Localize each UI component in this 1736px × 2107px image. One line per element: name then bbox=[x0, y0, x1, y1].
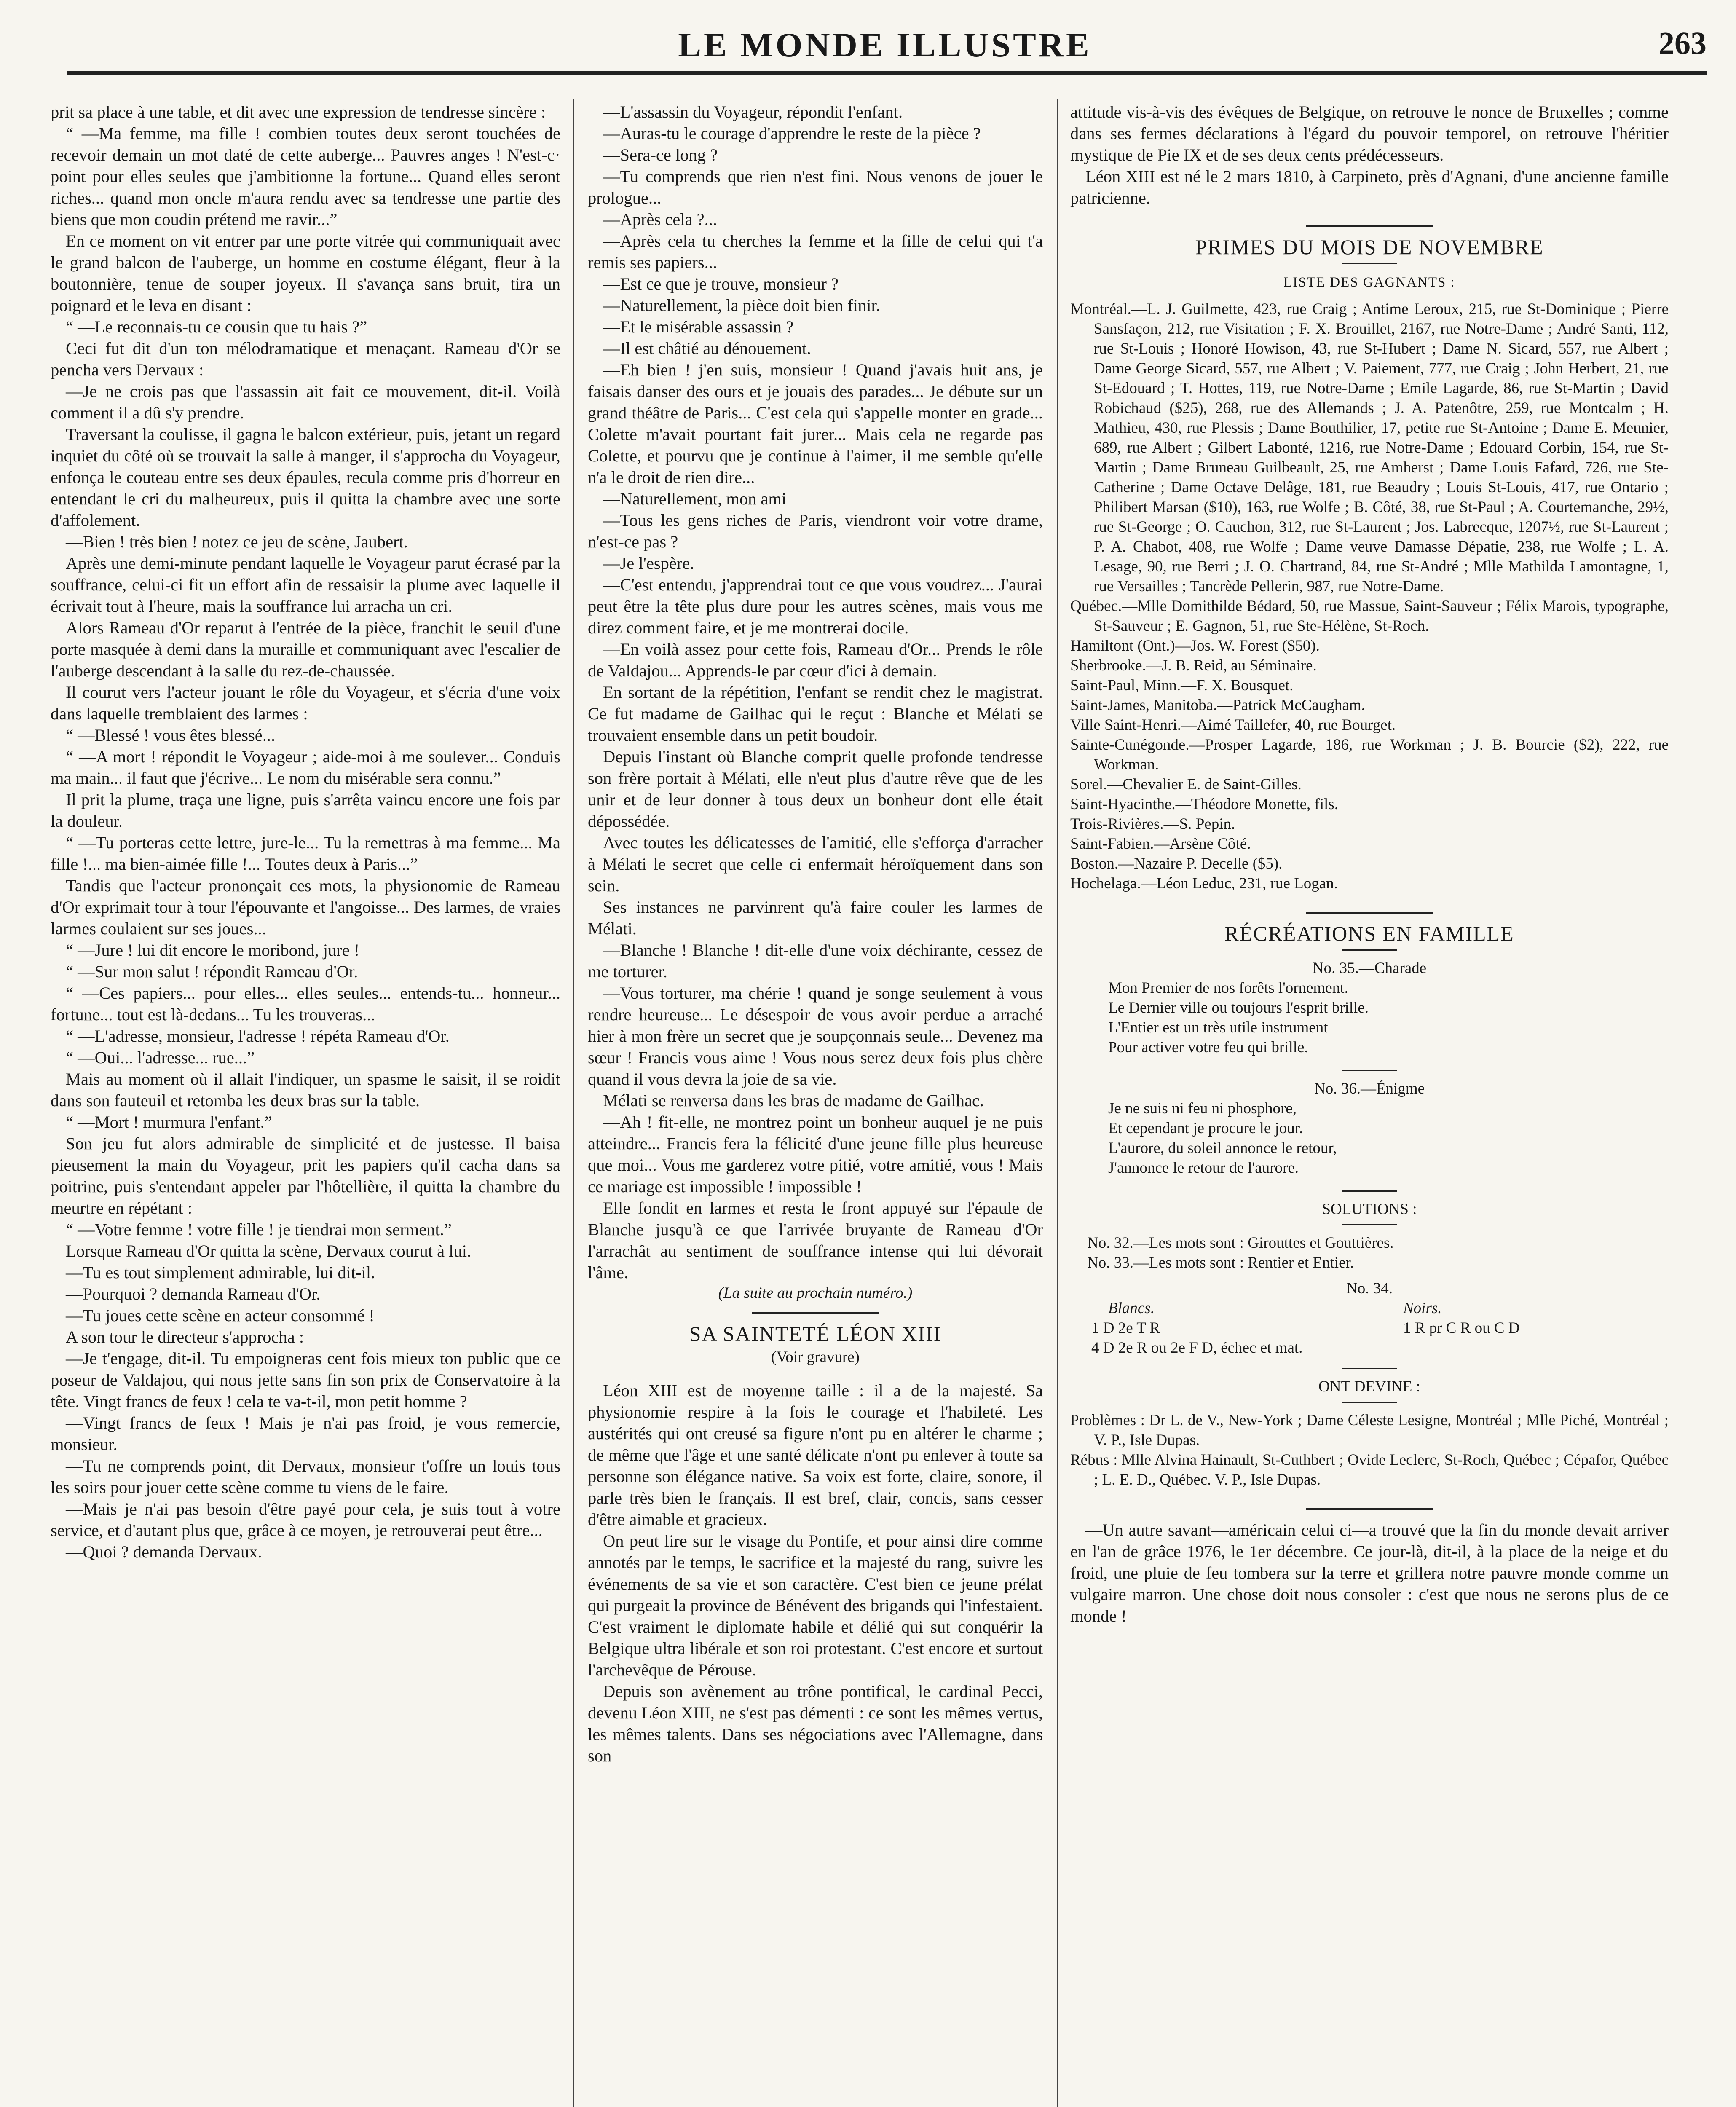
list-item: Saint-James, Manitoba.—Patrick McCaugham. bbox=[1070, 697, 1365, 714]
paragraph: —C'est entendu, j'apprendrai tout ce que vous voudrez... J'aurai peut être la tête plus dure pour les autres scènes, mais vous me direz comment faire, et je me montrerai docile. bbox=[588, 575, 1043, 637]
primes-subhead: LISTE DES GAGNANTS : bbox=[1283, 275, 1455, 290]
paragraph: —Ah ! fit-elle, ne montrez point un bonheur auquel je ne puis atteindre... Francis fera la félicité d'une jeune fille plus heureuse que moi... Vous me garderez votre pitié, votre amitié, vous ! Mais ce mariage est impossible ! impossible ! bbox=[588, 1112, 1043, 1196]
noirs-label: Noirs. bbox=[1403, 1300, 1442, 1317]
paragraph: Il courut vers l'acteur jouant le rôle du Voyageur, et s'écria d'une voix dans laquelle tremblaient des larmes : bbox=[51, 683, 560, 723]
paragraph: Alors Rameau d'Or reparut à l'entrée de la pièce, franchit le seuil d'une porte masquée à demi dans la muraille et communiquant avec l'escalier de l'auberge descendant à la salle du rez-de-chaussée. bbox=[51, 618, 560, 680]
paragraph: —Eh bien ! j'en suis, monsieur ! Quand j'avais huit ans, je faisais danser des ours et je jouais des parades... Je débute sur un grand théâtre de Paris... C'est cela qui s'appelle monter en grade... Colette m'avait pourtant fait jurer... Mais cela ne regarde pas Colette, et pourvu que je continue à l'aimer, il me semble qu'elle n'a le droit de rien dire... bbox=[588, 360, 1043, 487]
section-rule bbox=[1306, 912, 1433, 914]
paragraph: Mélati se renversa dans les bras de madame de Gailhac. bbox=[603, 1091, 984, 1110]
paragraph: —Tu ne comprends point, dit Dervaux, monsieur t'offre un louis tous les soirs pour jouer cette scène comme tu viens de le faire. bbox=[51, 1456, 560, 1497]
column-1 bbox=[51, 101, 560, 1563]
list-item: Québec.—Mlle Domithilde Bédard, 50, rue Massue, Saint-Sauveur ; Félix Marois, typographe, St-Sauveur ; E. Gagnon, 51, rue Ste-Hélène, St-Roch. bbox=[1070, 598, 1669, 635]
paragraph: —Quoi ? demanda Dervaux. bbox=[66, 1542, 262, 1561]
paragraph: On peut lire sur le visage du Pontife, et pour ainsi dire comme annotés par le temps, le sacrifice et la majesté du rang, suivre les événements de sa vie et son caractère. C'est bien ce jeune prélat qui purgeait la province de Bénévent des brigands qui l'infestaient. C'est vraiment le diplomate habile et délié qui sut conquérir la Belgique ultra libérale et son roi protestant. C'est encore et surtout l'archevêque de Pérouse. bbox=[588, 1531, 1043, 1679]
paragraph: Depuis l'instant où Blanche comprit quelle profonde tendresse son frère portait à Mélati, elle n'eut plus d'autre rêve que de les unir et de leur donner à tous deux un bonheur dont elle était dépossédée. bbox=[588, 747, 1043, 831]
paragraph: —Tu comprends que rien n'est fini. Nous venons de jouer le prologue... bbox=[588, 167, 1043, 207]
paragraph: Tandis que l'acteur prononçait ces mots, la physionomie de Rameau d'Or exprimait tour à tour l'épouvante et l'angoisse... Des larmes, de vraies larmes coulaient sur ses joues... bbox=[51, 876, 560, 938]
paragraph: —Un autre savant—américain celui ci—a trouvé que la fin du monde devait arriver en l'an de grâce 1976, le 1er décembre. Ce jour-là, dit-il, à la place de la neige et du froid, une pluie de feu tombera sur la terre et grillera notre pauvre monde comme un vulgaire marron. Une chose doit nous consoler : c'est que nous ne serons plus de ce monde ! bbox=[1070, 1520, 1669, 1625]
verse-line: Pour activer votre feu qui brille. bbox=[1108, 1039, 1308, 1056]
list-item: Sainte-Cunégonde.—Prosper Lagarde, 186, rue Workman ; J. B. Bourcie ($2), 222, rue Workman. bbox=[1070, 736, 1669, 773]
paragraph: “ —Ces papiers... pour elles... elles seules... entends-tu... honneur... fortune... tout est là-dedans... Tu les trouveras... bbox=[51, 984, 560, 1024]
paragraph: “ —A mort ! répondit le Voyageur ; aide-moi à me soulever... Conduis ma main... il faut que j'écrive... Le nom du misérable sera connu.” bbox=[51, 747, 560, 788]
column-divider bbox=[1057, 99, 1058, 2107]
paragraph: Après une demi-minute pendant laquelle le Voyageur parut écrasé par la souffrance, celui-ci fit un effort afin de ressaisir la plume avec laquelle il écrivait tout à l'heure, mais la souffrance lui arracha un cri. bbox=[51, 554, 560, 616]
verse-line: L'Entier est un très utile instrument bbox=[1108, 1019, 1328, 1036]
masthead bbox=[63, 21, 1707, 72]
paragraph: Léon XIII est né le 2 mars 1810, à Carpineto, près d'Agnani, d'une ancienne famille patricienne. bbox=[1070, 167, 1669, 207]
paragraph: Léon XIII est de moyenne taille : il a de la majesté. Sa physionomie respire à la fois le courage et l'habileté. Les austérités qui ont creusé sa figure n'ont pu en altérer le charme ; de même que l'âge et une santé délicate n'ont pu enlever à toute sa personne son élégance native. Sa voix est forte, claire, sonore, il parle très bien le français. Il est bref, clair, concis, sans cesser d'être aimable et gracieux. bbox=[588, 1381, 1043, 1529]
paragraph: attitude vis-à-vis des évêques de Belgique, on retrouve le nonce de Bruxelles ; comme dans ses fermes déclarations à l'égard du pouvoir temporel, on retrouve l'héritier mystique de Pie IX et de ses deux cents prédécesseurs. bbox=[1070, 102, 1669, 164]
paragraph: “ —L'adresse, monsieur, l'adresse ! répéta Rameau d'Or. bbox=[66, 1027, 450, 1045]
paragraph: A son tour le directeur s'approcha : bbox=[66, 1327, 304, 1346]
paragraph: —Je l'espère. bbox=[603, 554, 694, 573]
paragraph: —Naturellement, la pièce doit bien finir. bbox=[603, 296, 880, 315]
solution-line: No. 33.—Les mots sont : Rentier et Entier. bbox=[1087, 1254, 1354, 1271]
paragraph: —Je ne crois pas que l'assassin ait fait ce mouvement, dit-il. Voilà comment il a dû s'y prendre. bbox=[51, 382, 560, 422]
paragraph: Mais au moment où il allait l'indiquer, un spasme le saisit, il se roidit dans son fauteuil et retomba les deux bras sur la table. bbox=[51, 1070, 560, 1110]
list-item: Saint-Fabien.—Arsène Côté. bbox=[1070, 835, 1251, 852]
paragraph: “ —Votre femme ! votre fille ! je tiendrai mon serment.” bbox=[66, 1220, 452, 1239]
devine-title: ONT DEVINE : bbox=[1318, 1378, 1420, 1395]
paragraph: Ceci fut dit d'un ton mélodramatique et menaçant. Rameau d'Or se pencha vers Dervaux : bbox=[51, 339, 560, 379]
list-item: Saint-Hyacinthe.—Théodore Monette, fils. bbox=[1070, 796, 1339, 813]
paragraph: —Après cela ?... bbox=[603, 210, 718, 229]
solutions-title: SOLUTIONS : bbox=[1322, 1201, 1417, 1218]
paragraph: —Est ce que je trouve, monsieur ? bbox=[603, 274, 839, 293]
paragraph: —En voilà assez pour cette fois, Rameau d'Or... Prends le rôle de Valdajou... Apprends-le par cœur d'ici à demain. bbox=[588, 640, 1043, 680]
paragraph: “ —Oui... l'adresse... rue...” bbox=[66, 1048, 255, 1067]
solution-line: No. 32.—Les mots sont : Girouttes et Gouttières. bbox=[1087, 1234, 1394, 1252]
paragraph: —Tu joues cette scène en acteur consommé ! bbox=[66, 1306, 375, 1325]
list-item: Boston.—Nazaire P. Decelle ($5). bbox=[1070, 855, 1283, 872]
paragraph: “ —Tu porteras cette lettre, jure-le... Tu la remettras à ma femme... Ma fille !... ma bien-aimée fille !... Toutes deux à Paris...” bbox=[51, 833, 560, 874]
paragraph: —Vous torturer, ma chérie ! quand je songe seulement à vous rendre heureuse... Le désespoir de vous avoir perdue a arraché hier à mon frère un secret que je soupçonnais seule... Devenez ma sœur ! Francis vous aime ! Vous nous serez deux fois plus chère quand il vous devra la joie de sa vie. bbox=[588, 984, 1043, 1088]
paragraph: Lorsque Rameau d'Or quitta la scène, Dervaux courut à lui. bbox=[66, 1241, 472, 1260]
paragraph: Ses instances ne parvinrent qu'à faire couler les larmes de Mélati. bbox=[588, 898, 1043, 938]
paragraph: Il prit la plume, traça une ligne, puis s'arrêta vaincu encore une fois par la douleur. bbox=[51, 790, 560, 831]
page-number: 263 bbox=[1658, 26, 1707, 61]
short-rule bbox=[1342, 949, 1397, 951]
paragraph: —Auras-tu le courage d'apprendre le reste de la pièce ? bbox=[603, 124, 981, 143]
paragraph: “ —Jure ! lui dit encore le moribond, jure ! bbox=[66, 941, 360, 960]
short-rule bbox=[1342, 1070, 1397, 1071]
list-item: Sorel.—Chevalier E. de Saint-Gilles. bbox=[1070, 776, 1302, 793]
paragraph: Avec toutes les délicatesses de l'amitié, elle s'efforça d'arracher à Mélati le secret que celle ci enfermait héroïquement dans son sein. bbox=[588, 833, 1043, 895]
devine-line: Problèmes : Dr L. de V., New-York ; Dame Céleste Lesigne, Montréal ; Mlle Piché, Montréal ; V. P., Isle Dupas. bbox=[1070, 1412, 1669, 1449]
paragraph: Elle fondit en larmes et resta le front appuyé sur l'épaule de Blanche jusqu'à ce que l'arrivée bruyante de Rameau d'Or l'arrachât au sentiment de souffrance intense qui lui dévorait l'âme. bbox=[588, 1198, 1043, 1282]
verse-line: Mon Premier de nos forêts l'ornement. bbox=[1108, 979, 1348, 997]
paragraph: Traversant la coulisse, il gagna le balcon extérieur, puis, jetant un regard inquiet du côté où se trouvait la salle à manger, il s'approcha du Voyageur, enfonça le couteau entre ses deux épaules, recula comme pris d'horreur en entendant le cri du malheureux, puis il quitta la chambre avec une sorte d'affolement. bbox=[51, 425, 560, 530]
paragraph: “ —Blessé ! vous êtes blessé... bbox=[66, 726, 276, 745]
chess-move: 1 D 2e T R bbox=[1091, 1319, 1160, 1337]
article-subtitle: (Voir gravure) bbox=[771, 1348, 860, 1366]
recreations-block bbox=[1070, 958, 1669, 1490]
to-be-continued: (La suite au prochain numéro.) bbox=[718, 1284, 913, 1302]
list-item: Sherbrooke.—J. B. Reid, au Séminaire. bbox=[1070, 657, 1317, 674]
masthead-rule bbox=[67, 71, 1707, 75]
verse-line: Je ne suis ni feu ni phosphore, bbox=[1108, 1100, 1297, 1117]
paragraph: —Vingt francs de feux ! Mais je n'ai pas froid, je vous remercie, monsieur. bbox=[51, 1413, 560, 1454]
chess-move: 1 R pr C R ou C D bbox=[1403, 1319, 1520, 1337]
primes-headline: PRIMES DU MOIS DE NOVEMBRE bbox=[1195, 235, 1544, 259]
paragraph: —Naturellement, mon ami bbox=[603, 489, 787, 508]
paragraph: “ —Sur mon salut ! répondit Rameau d'Or. bbox=[66, 962, 358, 981]
paragraph: —Mais je n'ai pas besoin d'être payé pour cela, je suis tout à votre service, et d'autant plus que, grâce à ce moyen, je retrouverai peut être... bbox=[51, 1499, 560, 1540]
verse-line: Le Dernier ville ou toujours l'esprit brille. bbox=[1108, 999, 1369, 1016]
paragraph: —Après cela tu cherches la femme et la fille de celui qui t'a remis ses papiers... bbox=[588, 231, 1043, 272]
paragraph: —Pourquoi ? demanda Rameau d'Or. bbox=[66, 1284, 321, 1303]
paragraph: —L'assassin du Voyageur, répondit l'enfant. bbox=[603, 102, 903, 121]
paragraph: “ —Ma femme, ma fille ! combien toutes deux seront touchées de recevoir demain un mot daté de cette auberge... Pauvres anges ! N'est-c· point pour elles seules que j'ambitionne la fortune... Quand elles seront riches... quand mon oncle m'aura rendu avec sa tendresse une partie des biens que mon coudin prétend me ravir...” bbox=[51, 124, 560, 229]
paragraph: Son jeu fut alors admirable de simplicité et de justesse. Il baisa pieusement la main du Voyageur, prit les papiers qu'il cacha dans sa poitrine, puis s'entendant appeler par l'hôtellière, il quitta la chambre du meurtre en répétant : bbox=[51, 1134, 560, 1217]
verse-line: L'aurore, du soleil annonce le retour, bbox=[1108, 1139, 1337, 1157]
paragraph: —Je t'engage, dit-il. Tu empoigneras cent fois mieux ton public que ce poseur de Valdajou, qui nous jette sans fin son prix de Conservatoire à la tête. Vingt francs de feux ! cela te va-t-il, mon petit homme ? bbox=[51, 1349, 560, 1411]
chess-header bbox=[1070, 1298, 1669, 1318]
short-rule bbox=[1342, 1402, 1397, 1403]
enigme-title: No. 36.—Énigme bbox=[1314, 1080, 1425, 1097]
short-rule bbox=[1342, 1368, 1397, 1369]
paragraph: En ce moment on vit entrer par une porte vitrée qui communiquait avec le grand balcon de l'auberge, un homme en costume élégant, fleur à la boutonnière, tenue de souper joyeux. Il s'avança sans bruit, tira un poignard et le leva en disant : bbox=[51, 231, 560, 315]
chess-move: 4 D 2e R ou 2e F D, échec et mat. bbox=[1091, 1339, 1303, 1356]
devine-line: Rébus : Mlle Alvina Hainault, St-Cuthbert ; Ovide Leclerc, St-Roch, Québec ; Cépafor, Québec ; L. E. D., Québec. V. P., Isle Dupas. bbox=[1070, 1451, 1669, 1488]
section-rule bbox=[1306, 225, 1433, 227]
blancs-label: Blancs. bbox=[1108, 1300, 1155, 1317]
paragraph: —Et le misérable assassin ? bbox=[603, 317, 794, 336]
paragraph: —Tous les gens riches de Paris, viendront voir votre drame, n'est-ce pas ? bbox=[588, 511, 1043, 551]
verse-line: Et cependant je procure le jour. bbox=[1108, 1120, 1303, 1137]
article-headline: SA SAINTETÉ LÉON XIII bbox=[689, 1322, 942, 1346]
short-rule bbox=[1342, 263, 1397, 264]
list-item: Hochelaga.—Léon Leduc, 231, rue Logan. bbox=[1070, 875, 1338, 892]
paragraph: En sortant de la répétition, l'enfant se rendit chez le magistrat. Ce fut madame de Gailhac qui le reçut : Blanche et Mélati se trouvaient ensemble dans un petit boudoir. bbox=[588, 683, 1043, 745]
short-rule bbox=[1342, 1190, 1397, 1192]
list-item: Trois-Rivières.—S. Pepin. bbox=[1070, 815, 1235, 833]
section-rule bbox=[1306, 1508, 1433, 1510]
list-item: Hamiltont (Ont.)—Jos. W. Forest ($50). bbox=[1070, 637, 1320, 654]
column-2 bbox=[588, 101, 1043, 1767]
newspaper-title: LE MONDE ILLUSTRE bbox=[678, 26, 1092, 64]
list-item: Ville Saint-Henri.—Aimé Taillefer, 40, rue Bourget. bbox=[1070, 716, 1396, 734]
chess-moves bbox=[1070, 1318, 1669, 1338]
paragraph: —Bien ! très bien ! notez ce jeu de scène, Jaubert. bbox=[66, 532, 408, 551]
paragraph: “ —Mort ! murmura l'enfant.” bbox=[66, 1112, 272, 1131]
paragraph: —Sera-ce long ? bbox=[603, 145, 718, 164]
problem-number: No. 34. bbox=[1346, 1280, 1393, 1297]
paragraph: —Tu es tout simplement admirable, lui dit-il. bbox=[66, 1263, 375, 1282]
recreations-headline: RÉCRÉATIONS EN FAMILLE bbox=[1224, 922, 1514, 945]
list-item: Saint-Paul, Minn.—F. X. Bousquet. bbox=[1070, 677, 1294, 694]
column-divider bbox=[573, 99, 574, 2107]
list-item: Montréal.—L. J. Guilmette, 423, rue Craig ; Antime Leroux, 215, rue St-Dominique ; Pierre Sansfaçon, 212, rue Visitation ; F. X. Brouillet, 2167, rue Notre-Dame ; André Santi, 112, rue St-Louis ; Honoré Howison, 43, rue St-Hubert ; Dame N. Sicard, 557, rue Albert ; Dame George Sicard, 557, rue Albert ; V. Paiement, 777, rue Craig ; John Herbert, 21, rue St-Edouard ; T. Hottes, 119, rue Notre-Dame ; Emile Lagarde, 86, rue St-Martin ; David Robichaud ($25), 268, rue des Allemands ; J. A. Patenôtre, 259, rue Montcalm ; H. Mathieu, 430, rue Plessis ; Dame Bouthilier, 17, petite rue St-Antoine ; Dame E. Meunier, 689, rue Albert ; Gilbert Labonté, 1216, rue Notre-Dame ; Edouard Corbin, 154, rue St-Martin ; Dame Bruneau Guilbeault, 25, rue Amherst ; Dame Louis Fafard, 726, rue Ste-Catherine ; Dame Octave Delâge, 181, rue Beaudry ; Louis St-Louis, 417, rue Ontario ; Philibert Marsan ($10), 163, rue Wolfe ; B. Côté, 38, rue St-Paul ; A. Courtemanche, 29½, rue St-George ; O. Cauchon, 312, rue St-Laurent ; Jos. Labrecque, 1207½, rue St-Laurent ; P. A. Chabot, 408, rue Wolfe ; Dame veuve Damasse Dépatie, 238, rue Wolfe ; L. A. Lesage, 90, rue Berri ; J. O. Chartrand, 84, rue St-André ; Mlle Mathilda Lamontagne, 1, rue Versailles ; Tancrède Pellerin, 987, rue Notre-Dame. bbox=[1070, 300, 1669, 595]
paragraph: “ —Le reconnais-tu ce cousin que tu hais ?” bbox=[66, 317, 367, 336]
winners-list bbox=[1070, 299, 1669, 893]
paragraph: —Il est châtié au dénouement. bbox=[603, 339, 811, 358]
column-3 bbox=[1070, 101, 1669, 1627]
paragraph: Depuis son avènement au trône pontifical, le cardinal Pecci, devenu Léon XIII, ne s'est pas démenti : ce sont les mêmes vertus, les mêmes talents. Dans ses négociations avec l'Allemagne, dans son bbox=[588, 1682, 1043, 1765]
charade-title: No. 35.—Charade bbox=[1312, 960, 1427, 977]
short-rule bbox=[1342, 1224, 1397, 1225]
paragraph: —Blanche ! Blanche ! dit-elle d'une voix déchirante, cessez de me torturer. bbox=[588, 941, 1043, 981]
paragraph: prit sa place à une table, et dit avec une expression de tendresse sincère : bbox=[51, 102, 546, 121]
verse-line: J'annonce le retour de l'aurore. bbox=[1108, 1159, 1299, 1177]
section-rule bbox=[752, 1312, 879, 1314]
